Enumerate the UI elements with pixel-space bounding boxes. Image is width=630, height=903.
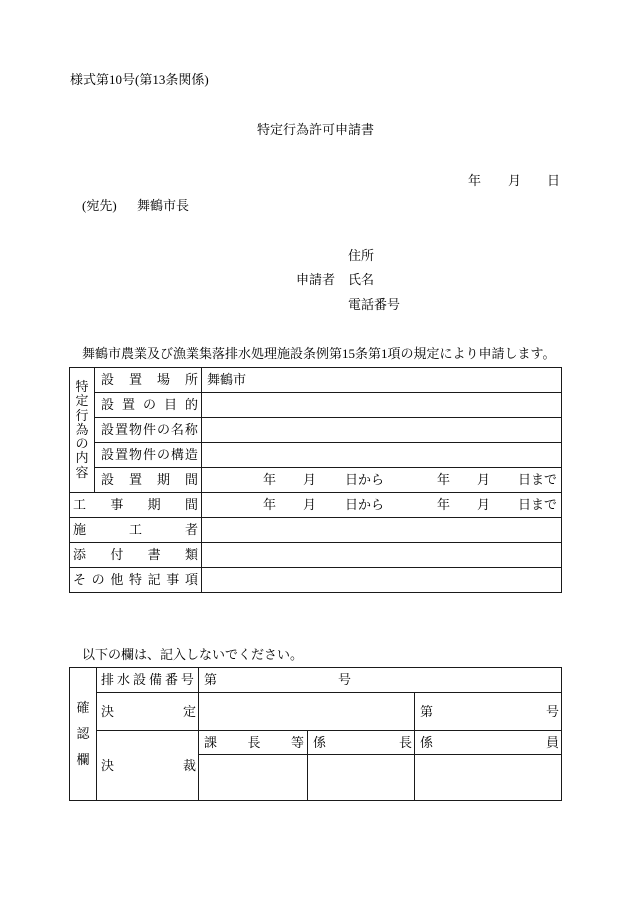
- location-label: 設 置 場 所: [101, 372, 198, 387]
- approval-chief-header-cell: [308, 731, 415, 755]
- specified-act-group-label: 特 定 行 為 の 内 容: [75, 378, 89, 480]
- location-label-cell: [95, 368, 202, 393]
- addressee-label: (宛先): [82, 198, 117, 213]
- construction-period-label: 工 事 期 間: [73, 497, 198, 512]
- approval-staff-header: 係 員: [420, 734, 560, 750]
- date-month-label: 月: [508, 173, 522, 188]
- contractor-label-cell: [70, 518, 202, 543]
- installation-to-day: 日まで: [518, 472, 558, 487]
- object-structure-value-cell: [202, 443, 562, 468]
- construction-period-value-cell: [202, 493, 562, 518]
- construction-from-year: 年: [263, 497, 277, 512]
- construction-to-month: 月: [477, 497, 491, 512]
- confirmation-group-cell: [70, 668, 97, 801]
- installation-period-label: 設 置 期 間: [101, 472, 198, 487]
- installation-to-month: 月: [477, 472, 491, 487]
- attachments-label: 添 付 書 類: [73, 547, 198, 562]
- object-name-value-cell: [202, 418, 562, 443]
- facility-number-label: 排 水 設 備 番 号: [101, 672, 194, 687]
- application-statement: 舞鶴市農業及び漁業集落排水処理施設条例第15条第1項の規定により申請します。: [82, 346, 556, 361]
- approval-manager-seal-cell: [199, 755, 308, 801]
- purpose-value-cell: [202, 393, 562, 418]
- decision-number-prefix: 第: [420, 703, 434, 719]
- installation-period-value-cell: [202, 468, 562, 493]
- date-year-label: 年: [468, 173, 482, 188]
- contractor-label: 施 工 者: [73, 522, 198, 537]
- other-notes-value-cell: [202, 568, 562, 593]
- other-notes-label-cell: [70, 568, 202, 593]
- location-value: 舞鶴市: [207, 372, 247, 387]
- installation-to-year: 年: [437, 472, 451, 487]
- applicant-phone-label: 電話番号: [348, 297, 401, 312]
- installation-from-day: 日から: [345, 472, 385, 487]
- approval-staff-seal-cell: [415, 755, 562, 801]
- purpose-label: 設 置 の 目 的: [101, 397, 198, 412]
- office-use-note: 以下の欄は、記入しないでください。: [82, 647, 304, 662]
- approval-label-cell: [97, 731, 199, 801]
- specified-act-group-cell: [70, 368, 95, 493]
- decision-number: [415, 704, 561, 720]
- attachments-value-cell: [202, 543, 562, 568]
- construction-period-label-cell: [70, 493, 202, 518]
- approval-label: 決 裁: [101, 757, 196, 773]
- decision-number-suffix: 号: [546, 703, 560, 719]
- construction-to-day: 日まで: [518, 497, 558, 512]
- purpose-label-cell: [95, 393, 202, 418]
- application-table: [69, 367, 562, 593]
- construction-to-year: 年: [437, 497, 451, 512]
- installation-from-year: 年: [263, 472, 277, 487]
- addressee-name: 舞鶴市長: [137, 198, 190, 213]
- installation-period-label-cell: [95, 468, 202, 493]
- applicant-name-label: 氏名: [348, 272, 375, 287]
- object-structure-label: 設 置 物 件 の 構 造: [101, 447, 198, 462]
- applicant-label: 申請者: [296, 272, 336, 287]
- approval-manager-header: 課 長 等: [204, 734, 304, 750]
- office-use-table: [69, 667, 562, 801]
- confirmation-group-label: 確 認 欄: [76, 700, 90, 767]
- location-value-cell: [202, 368, 562, 393]
- decision-label: 決 定: [101, 703, 196, 719]
- facility-number-value-cell: [199, 668, 562, 693]
- document-title: 特定行為許可申請書: [257, 122, 375, 137]
- approval-manager-header-cell: [199, 731, 308, 755]
- object-structure-label-cell: [95, 443, 202, 468]
- facility-number-prefix: 第: [204, 672, 218, 687]
- contractor-value-cell: [202, 518, 562, 543]
- installation-from-month: 月: [303, 472, 317, 487]
- decision-number-cell: [415, 693, 562, 731]
- construction-from-month: 月: [303, 497, 317, 512]
- other-notes-label: そ の 他 特 記 事 項: [73, 572, 198, 587]
- facility-number-suffix: 号: [338, 672, 352, 687]
- date-day-label: 日: [547, 173, 561, 188]
- attachments-label-cell: [70, 543, 202, 568]
- form-number: 様式第10号(第13条関係): [70, 72, 209, 87]
- facility-number-label-cell: [97, 668, 199, 693]
- approval-chief-header: 係 長: [313, 734, 412, 750]
- decision-label-cell: [97, 693, 199, 731]
- object-name-label: 設 置 物 件 の 名 称: [101, 422, 198, 437]
- applicant-address-label: 住所: [348, 248, 375, 263]
- construction-from-day: 日から: [345, 497, 385, 512]
- approval-staff-header-cell: [415, 731, 562, 755]
- approval-chief-seal-cell: [308, 755, 415, 801]
- object-name-label-cell: [95, 418, 202, 443]
- decision-value-cell: [199, 693, 415, 731]
